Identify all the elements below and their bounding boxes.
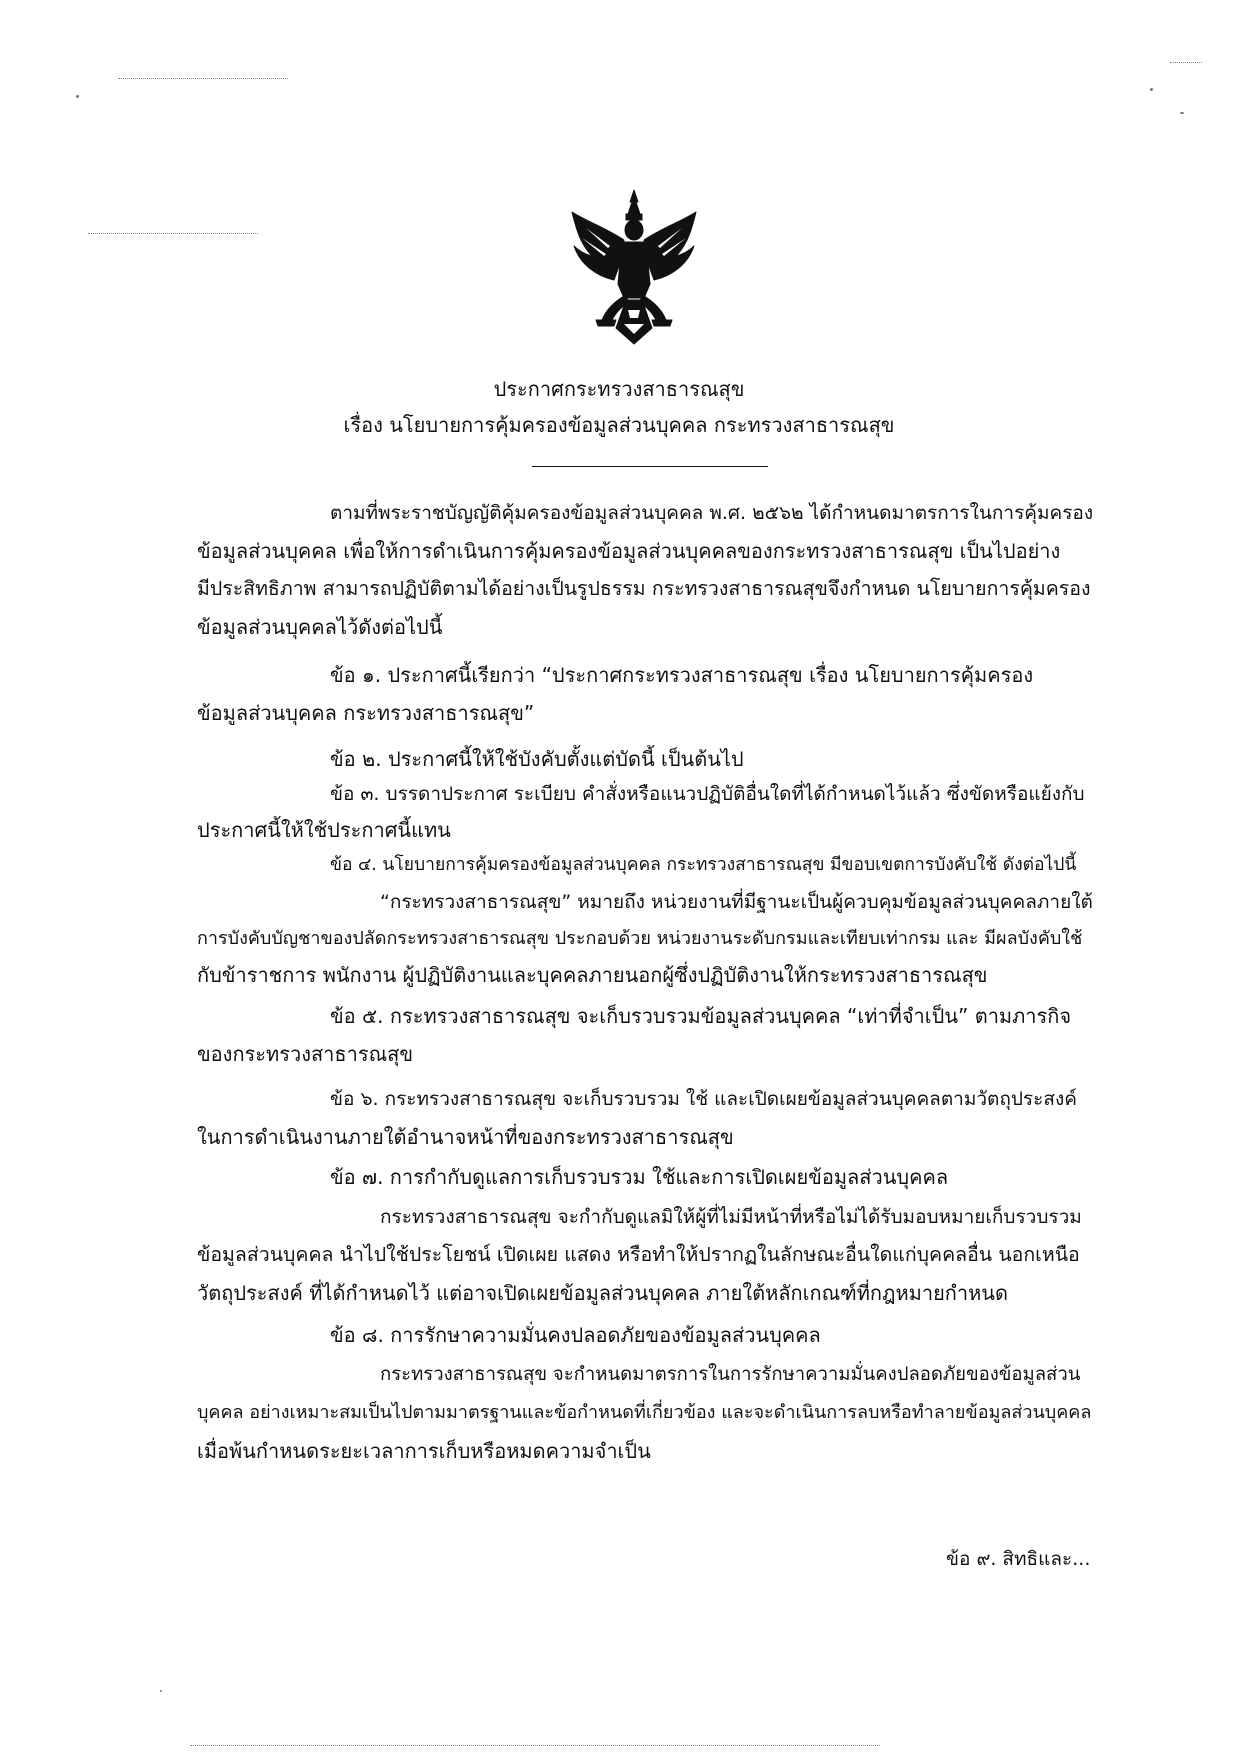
body-line: ข้อมูลส่วนบุคคล กระทรวงสาธารณสุข” [197,701,535,725]
clause-4: ข้อ ๔. นโยบายการคุ้มครองข้อมูลส่วนบุคคล กระทรวงสาธารณสุข มีขอบเขตการบังคับใช้ ดังต่อไปนี้ [330,855,1077,875]
garuda-emblem-icon [566,188,702,346]
scan-speck [1180,112,1184,114]
scan-speck [76,95,79,98]
clause-7: ข้อ ๗. การกำกับดูแลการเก็บรวบรวม ใช้และการเปิดเผยข้อมูลส่วนบุคคล [330,1165,949,1189]
body-line: “กระทรวงสาธารณสุข” หมายถึง หน่วยงานที่มีฐานะเป็นผู้ควบคุมข้อมูลส่วนบุคคลภายใต้ [380,891,1093,913]
clause-2: ข้อ ๒. ประกาศนี้ให้ใช้บังคับตั้งแต่บัดนี้ เป็นต้นไป [330,747,744,771]
body-line: บุคคล อย่างเหมาะสมเป็นไปตามมาตรฐานและข้อกำหนดที่เกี่ยวข้อง และจะดำเนินการลบหรือทำลายข้อมูลส่วนบุคคล [197,1402,1092,1423]
body-line: มีประสิทธิภาพ สามารถปฏิบัติตามได้อย่างเป็นรูปธรรม กระทรวงสาธารณสุขจึงกำหนด นโยบายการคุ้มครอง [197,577,1091,600]
body-line: วัตถุประสงค์ ที่ได้กำหนดไว้ แต่อาจเปิดเผยข้อมูลส่วนบุคคล ภายใต้หลักเกณฑ์ที่กฎหมายกำหนด [197,1281,1008,1305]
body-line: ข้อมูลส่วนบุคคล เพื่อให้การดำเนินการคุ้มครองข้อมูลส่วนบุคคลของกระทรวงสาธารณสุข เป็นไปอย่าง [197,539,1061,563]
clause-1: ข้อ ๑. ประกาศนี้เรียกว่า “ประกาศกระทรวงสาธารณสุข เรื่อง นโยบายการคุ้มครอง [330,663,1034,687]
scan-speck [1150,88,1153,91]
body-line: ในการดำเนินงานภายใต้อำนาจหน้าที่ของกระทรวงสาธารณสุข [197,1125,734,1149]
body-line: กับข้าราชการ พนักงาน ผู้ปฏิบัติงานและบุคคลภายนอกผู้ซึ่งปฏิบัติงานให้กระทรวงสาธารณสุข [197,963,988,987]
title-underline [532,466,768,467]
body-line: ของกระทรวงสาธารณสุข [197,1042,414,1066]
body-line: กระทรวงสาธารณสุข จะกำกับดูแลมิให้ผู้ที่ไม่มีหน้าที่หรือไม่ได้รับมอบหมายเก็บรวบรวม [380,1206,1082,1228]
scan-artifact [118,78,288,79]
scan-artifact [88,233,258,234]
body-line: ข้อมูลส่วนบุคคลไว้ดังต่อไปนี้ [197,615,443,639]
body-line: ตามที่พระราชบัญญัติคุ้มครองข้อมูลส่วนบุคคล พ.ศ. ๒๕๖๒ ได้กำหนดมาตรการในการคุ้มครอง [330,502,1094,524]
document-title: ประกาศกระทรวงสาธารณสุข [493,377,745,401]
clause-6: ข้อ ๖. กระทรวงสาธารณสุข จะเก็บรวบรวม ใช้ และเปิดเผยข้อมูลส่วนบุคคลตามวัตถุประสงค์ [330,1088,1077,1110]
body-line: การบังคับบัญชาของปลัดกระทรวงสาธารณสุข ประกอบด้วย หน่วยงานระดับกรมและเทียบเท่ากรม และ มีผลบังคับใช้ [197,928,1083,949]
scan-artifact [1170,62,1202,63]
scan-artifact [190,1745,880,1746]
body-line: เมื่อพ้นกำหนดระยะเวลาการเก็บหรือหมดความจำเป็น [197,1439,651,1463]
scan-speck [160,1690,162,1692]
clause-3: ข้อ ๓. บรรดาประกาศ ระเบียบ คำสั่งหรือแนวปฏิบัติอื่นใดที่ได้กำหนดไว้แล้ว ซึ่งขัดหรือแย้งกับ [330,783,1085,805]
clause-5: ข้อ ๕. กระทรวงสาธารณสุข จะเก็บรวบรวมข้อมูลส่วนบุคคล “เท่าที่จำเป็น” ตามภารกิจ [330,1004,1072,1028]
body-line: กระทรวงสาธารณสุข จะกำหนดมาตรการในการรักษาความมั่นคงปลอดภัยของข้อมูลส่วน [380,1364,1081,1385]
body-line: ข้อมูลส่วนบุคคล นำไปใช้ประโยชน์ เปิดเผย แสดง หรือทำให้ปรากฏในลักษณะอื่นใดแก่บุคคลอื่น นอกเหนือ [197,1243,1080,1266]
document-subject: เรื่อง นโยบายการคุ้มครองข้อมูลส่วนบุคคล กระทรวงสาธารณสุข [343,413,895,437]
page-continuation: ข้อ ๙. สิทธิและ... [946,1548,1091,1570]
body-line: ประกาศนี้ให้ใช้ประกาศนี้แทน [197,818,451,842]
clause-8: ข้อ ๘. การรักษาความมั่นคงปลอดภัยของข้อมูลส่วนบุคคล [330,1323,821,1347]
